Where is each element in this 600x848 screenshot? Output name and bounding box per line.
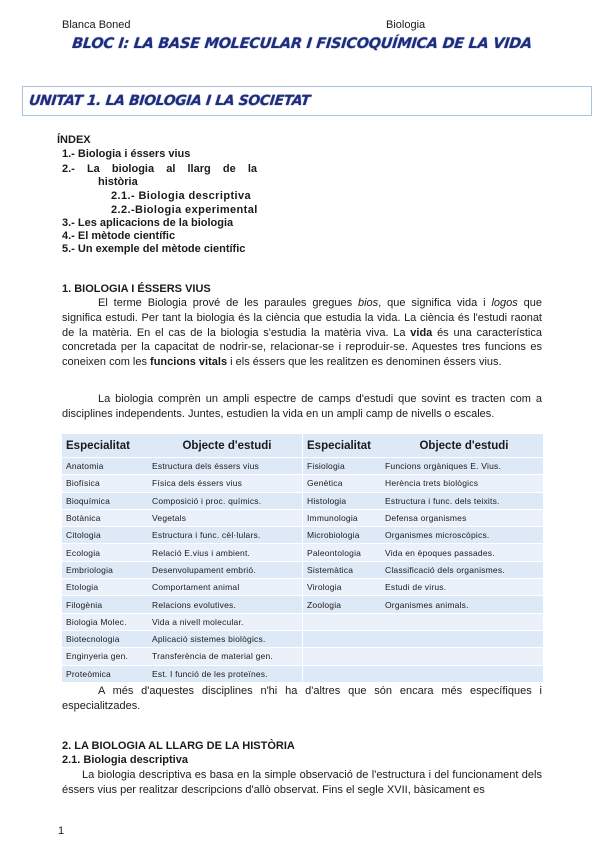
table-cell: Comportament animal [148, 579, 303, 596]
table-cell [303, 630, 382, 647]
table-cell: Vida a nivell molecular. [148, 613, 303, 630]
index-item: història [98, 176, 138, 188]
table-row [62, 544, 543, 561]
table-cell: Desenvolupament embrió. [148, 561, 303, 578]
table-cell [303, 613, 382, 630]
table-header: Objecte d'estudi [148, 434, 303, 458]
section-2-title: 2. LA BIOLOGIA AL LLARG DE LA HISTÒRIA [62, 740, 295, 752]
table-cell: Immunologia [303, 509, 382, 526]
table-row [62, 648, 543, 665]
index-item: 2.- La biologia al llarg de la [62, 163, 257, 175]
table-cell: Bioquímica [62, 492, 148, 509]
table-cell [303, 665, 382, 682]
table-cell: Embriologia [62, 561, 148, 578]
table-cell: Estructura i func. cèl·lulars. [148, 527, 303, 544]
table-cell [381, 665, 543, 682]
table-cell: Vegetals [148, 509, 303, 526]
table-cell: Etologia [62, 579, 148, 596]
index-subitem: 2.1.- Biologia descriptiva [111, 190, 251, 202]
table-row [62, 458, 543, 475]
page-number: 1 [58, 825, 65, 837]
table-cell: Ecologia [62, 544, 148, 561]
table-cell: Anatomia [62, 458, 148, 475]
table-cell: Organismes microscòpics. [381, 527, 543, 544]
table-header: Objecte d'estudi [381, 434, 543, 458]
section-1-title: 1. BIOLOGIA I ÉSSERS VIUS [62, 283, 211, 295]
table-header: Especialitat [62, 434, 148, 458]
table-cell: Estructura dels éssers vius [148, 458, 303, 475]
table-cell: Microbiologia [303, 527, 382, 544]
table-row [62, 475, 543, 492]
table-cell: Física dels éssers vius [148, 475, 303, 492]
section-1-paragraph-1: El terme Biologia prové de les paraules gregues bios, que significa vida i logos que significa estudi. Per tant la biologia és la ciència que estudia la vida. La ciència és l'estudi raonat de la matèria. En el cas de la biologia s'estudia la matèria viva. La vida és una característica concretada per la capacitat de nodrir-se, relacionar-se i reproduir-se. Aquestes tres funcions es coneixen com les funcions vitals i els éssers que les realitzen es denominen éssers vius. [62, 297, 542, 369]
table-row [62, 579, 543, 596]
table-cell: Est. I funció de les proteïnes. [148, 665, 303, 682]
header-author: Blanca Boned [62, 19, 131, 31]
table-row [62, 613, 543, 630]
specialities-table [62, 434, 543, 683]
table-cell: Enginyeria gen. [62, 648, 148, 665]
table-cell: Genètica [303, 475, 382, 492]
index-title: ÍNDEX [57, 134, 91, 146]
table-cell: Fisiologia [303, 458, 382, 475]
table-cell: Zoologia [303, 596, 382, 613]
table-cell: Aplicació sistemes biològics. [148, 630, 303, 647]
table-row [62, 527, 543, 544]
section-1-paragraph-2: La biologia comprèn un ampli espectre de camps d'estudi que sovint es tracten com a disciplines independents. Juntes, estudien la vida en un ampli camp de nivells o escales. [62, 393, 542, 420]
table-row [62, 561, 543, 578]
table-cell: Biofísica [62, 475, 148, 492]
table-cell: Botànica [62, 509, 148, 526]
table-row [62, 665, 543, 682]
table-cell: Estructura i func. dels teixits. [381, 492, 543, 509]
table-cell: Funcions orgàniques E. Vius. [381, 458, 543, 475]
section-2-1-paragraph: La biologia descriptiva es basa en la simple observació de l'estructura i del funcionament dels éssers vius per realitzar descripcions d'allò observat. Fins el segle XVII, bàsicament es [62, 769, 542, 796]
section-1-paragraph-3: A més d'aquestes disciplines n'hi ha d'altres que són encara més específiques i especialitzades. [62, 685, 542, 712]
table-cell: Filogènia [62, 596, 148, 613]
table-cell: Biologia Molec. [62, 613, 148, 630]
table-cell: Citologia [62, 527, 148, 544]
table-cell: Composició i proc. químics. [148, 492, 303, 509]
index-item: 3.- Les aplicacions de la biologia [62, 217, 234, 229]
table-cell: Herència trets biològics [381, 475, 543, 492]
table-cell [303, 648, 382, 665]
table-cell [381, 648, 543, 665]
unit-title-box [22, 86, 592, 116]
header-subject: Biologia [386, 19, 426, 31]
table-cell: Proteòmica [62, 665, 148, 682]
table-cell: Transferència de material gen. [148, 648, 303, 665]
index-item: 1.- Biologia i éssers vius [62, 148, 191, 160]
section-2-1-title: 2.1. Biologia descriptiva [62, 754, 188, 766]
table-cell: Relacions evolutives. [148, 596, 303, 613]
index-subitem: 2.2.-Biologia experimental [111, 204, 258, 216]
table-header-row [62, 434, 543, 458]
table-cell: Biotecnologia [62, 630, 148, 647]
table-row [62, 596, 543, 613]
table-cell: Vida en èpoques passades. [381, 544, 543, 561]
table-row [62, 492, 543, 509]
table-cell [381, 613, 543, 630]
table-cell: Organismes animals. [381, 596, 543, 613]
table-row [62, 630, 543, 647]
table-cell: Estudi de virus. [381, 579, 543, 596]
table-cell: Histologia [303, 492, 382, 509]
table-cell: Paleontologia [303, 544, 382, 561]
table-cell: Defensa organismes [381, 509, 543, 526]
unit-title: UNITAT 1. LA BIOLOGIA I LA SOCIETAT [28, 93, 311, 109]
table-cell: Classificació dels organismes. [381, 561, 543, 578]
table-cell: Virologia [303, 579, 382, 596]
table-cell: Sistemàtica [303, 561, 382, 578]
table-cell [381, 630, 543, 647]
index-item: 4.- El mètode científic [62, 230, 176, 242]
index-item: 5.- Un exemple del mètode científic [62, 243, 246, 255]
table-cell: Relació E.vius i ambient. [148, 544, 303, 561]
table-row [62, 509, 543, 526]
bloc-title: BLOC I: LA BASE MOLECULAR I FISICOQUÍMICA DE LA VIDA [71, 36, 533, 52]
table-header: Especialitat [303, 434, 382, 458]
